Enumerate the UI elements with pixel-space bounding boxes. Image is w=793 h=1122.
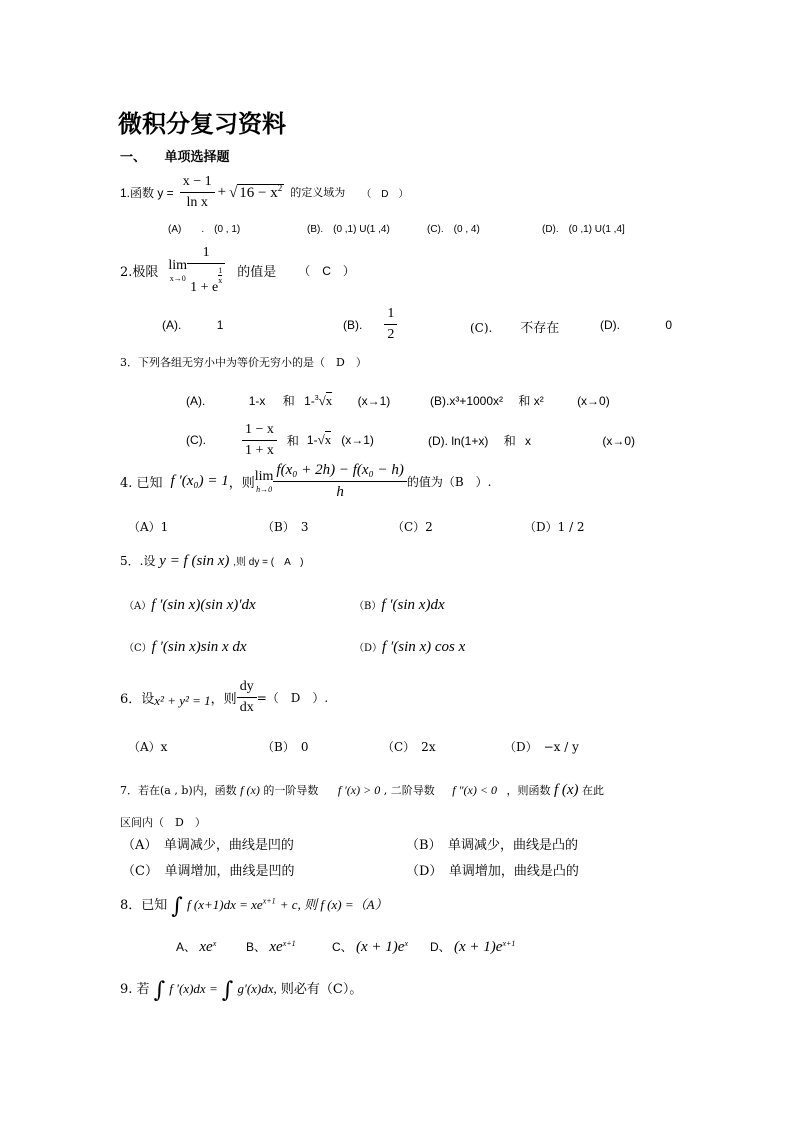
q4-numerator: f(x₀ + 2h) − f(x₀ − h) (276, 461, 404, 478)
question-8 (120, 894, 388, 918)
q1-stem: 1.函数 y = (120, 185, 174, 200)
q8-option-b-expr: xe (269, 939, 283, 955)
q6-tail: =（ D ）. (256, 690, 329, 705)
q1-sqrt: √ $16 - x^2$ (229, 182, 283, 201)
q2-option-b-den: 2 (384, 324, 397, 343)
q8-stem: 8．已知 (120, 898, 168, 913)
q3-option-c-num: 1 − x (245, 421, 274, 437)
q4-option-a: （A）1 (128, 520, 169, 534)
q5-expr: y = f (sin x) (159, 553, 230, 569)
q9-stem: 9. 若 (120, 982, 150, 997)
q7-option-b: （B） 单调减少，曲线是凸的 (406, 838, 579, 853)
integral-sign: ∫ (153, 978, 166, 1003)
q2-lim-text: lim (168, 257, 188, 273)
q2-limit (168, 258, 187, 283)
q1-answer: （ D ） (361, 188, 409, 200)
q5-tail: ,则 dy = ( A ) (233, 557, 304, 568)
q6-numerator: dy (239, 678, 254, 694)
q8-expr: f (x+1)dx = xe (187, 897, 263, 912)
section-heading (120, 146, 230, 165)
q3-option-d-and: 和 (503, 434, 516, 448)
q5-option-d (354, 636, 465, 656)
q1-option-c: (C). (0 , 4) (427, 224, 480, 235)
q4-option-b: （B） 3 (262, 520, 309, 534)
q6-denominator: dx (237, 697, 257, 716)
q4-lim-text: lim (254, 468, 274, 484)
q4-tail: 的值为（B ）. (406, 474, 492, 489)
q2-tail: 的值是 (237, 264, 277, 280)
q2-option-a-value: 1 (216, 318, 224, 332)
section-number: 一、 (120, 150, 147, 165)
q2-exp-den: x (218, 275, 223, 285)
q3-option-a (186, 392, 390, 409)
q8-option-b (246, 938, 296, 956)
q2-answer: （ C ） (298, 263, 355, 278)
q2-option-d-label: (D). (600, 318, 620, 332)
q7-stem: 7．若在(a , b)内，函数 (120, 784, 237, 797)
q7-line-1 (120, 782, 604, 799)
q9-tail: 则必有（C）。 (280, 982, 363, 997)
q6-option-c: （C） 2x (382, 740, 436, 754)
q2-option-b-num: 1 (387, 306, 395, 321)
q2-den-exponent (218, 266, 222, 285)
q5-stem: 5．.设 (120, 554, 156, 568)
q7-second-derivative: f ″(x) < 0 (452, 783, 497, 797)
q3-option-b-cond: (x→0) (577, 394, 610, 408)
q2-option-b (343, 306, 397, 343)
q3-option-b-expr: (B).x³+1000x² (430, 394, 504, 408)
q3-option-c-root: √x (317, 432, 332, 447)
q6-option-d: （D） −x / y (504, 740, 579, 754)
q7-fx-2: f (x) (553, 782, 579, 798)
q6-then: ，则 (210, 691, 237, 707)
q7-option-a: （A） 单调减少，曲线是凹的 (122, 838, 294, 853)
q6-fraction (237, 679, 257, 716)
q4-then: ，则 (228, 475, 255, 491)
q3-option-c-label: (C). (186, 433, 206, 447)
q4-stem: 4. 已知 (120, 475, 163, 491)
q5-option-a-expr: f ′(sin x)(sin x)′dx (151, 597, 256, 613)
q3-stem: 3．下列各组无穷小中为等价无穷小的是（ D ） (120, 356, 367, 369)
q2-stem: 2.极限 (120, 264, 159, 280)
q2-option-c (470, 317, 559, 336)
question-1 (120, 172, 409, 212)
q8-option-d (430, 938, 515, 956)
q8-exponent: x+1 (262, 896, 276, 906)
q8-option-c-label: C、 (332, 940, 353, 954)
q3-option-c-fraction (242, 422, 277, 459)
q4-lim-sub: h→0 (256, 484, 273, 494)
q4-option-c: （C）2 (392, 520, 433, 534)
q3-option-a-expr1: 1-x (248, 394, 266, 408)
q4-option-d: （D）1 / 2 (524, 520, 585, 534)
q2-option-b-label: (B). (343, 317, 363, 332)
question-2 (120, 244, 355, 296)
q8-option-a-label: A、 (176, 940, 197, 954)
q3-option-a-expr2: 1- (304, 394, 315, 408)
q8-option-c (332, 938, 408, 956)
q3-option-a-cond: (x→1) (357, 394, 391, 408)
q2-numerator: 1 (202, 244, 210, 260)
q5-option-a (124, 594, 256, 614)
q3-root-index: 3 (314, 395, 319, 402)
q3-option-c (186, 420, 374, 460)
q7-mid-1: 的一阶导数 (263, 784, 319, 797)
section-label: 单项选择题 (164, 150, 230, 165)
q8-option-b-label: B、 (246, 940, 267, 954)
q1-fraction-denominator: ln x (180, 192, 215, 211)
q2-option-d (600, 318, 672, 332)
q8-option-c-expr: (x + 1)e (356, 939, 405, 955)
q3-option-a-root-content: x (325, 393, 333, 408)
q2-option-c-value: 不存在 (520, 321, 560, 336)
q5-option-b-label: （B） (354, 601, 382, 612)
q7-mid-2: , 二阶导数 (383, 784, 435, 797)
q2-option-c-label: (C). (470, 321, 493, 335)
q8-expr-tail: + c, 则 f (x) =（A） (279, 897, 388, 912)
q1-option-b: (B). (0 ,1) U(1 ,4) (307, 224, 390, 235)
q8-option-d-label: D、 (430, 940, 451, 954)
q2-option-d-value: 0 (665, 318, 673, 332)
q2-option-a (162, 318, 223, 332)
integral-sign: ∫ (171, 894, 183, 919)
q1-option-a: (A) . (0 , 1) (168, 224, 241, 235)
page-title: 微积分复习资料 (118, 110, 286, 138)
q7-line-2: 区间内（ D ） (120, 816, 206, 829)
q2-exp-num: 1 (218, 265, 223, 275)
q5-option-d-expr: f ′(sin x) cos x (382, 639, 466, 655)
q1-tail: 的定义域为 (290, 186, 346, 199)
q8-option-a-exp: x (212, 939, 217, 948)
q2-den-base: 1 + e (190, 279, 219, 295)
question-5 (120, 552, 304, 570)
q3-option-a-and: 和 (282, 394, 295, 408)
q5-option-c (124, 636, 247, 656)
q1-plus: + (217, 183, 227, 200)
q6-option-b: （B） 0 (262, 740, 309, 754)
q5-option-b-expr: f ′(sin x)dx (381, 597, 445, 613)
q3-option-d-cond: (x→0) (602, 434, 636, 448)
q3-option-c-and: 和 (286, 433, 299, 448)
q8-option-c-exp: x (404, 939, 409, 948)
q6-option-a: （A）x (128, 740, 168, 754)
q1-sqrt-content: 16 − x (239, 184, 278, 201)
q5-option-c-label: （C） (124, 643, 152, 654)
q7-first-derivative: f ′(x) > 0 (337, 783, 381, 797)
q5-option-c-expr: f ′(sin x)sin x dx (151, 639, 247, 655)
q3-option-c-root-content: x (324, 432, 332, 447)
q8-option-d-exp: x+1 (502, 939, 516, 948)
q2-denominator (187, 263, 225, 296)
q8-option-a (176, 938, 216, 956)
q3-option-a-root: √x (318, 393, 333, 408)
q6-stem: 6．设 (120, 691, 155, 707)
q4-limit (255, 469, 274, 494)
q7-fx: f (x) (240, 783, 260, 797)
q1-fraction (180, 174, 215, 211)
q4-denominator: h (273, 481, 406, 501)
q8-option-a-expr: xe (199, 939, 213, 955)
q5-option-a-label: （A） (124, 601, 152, 612)
q5-option-b (354, 594, 445, 614)
q2-option-b-fraction (384, 306, 397, 343)
integral-sign: ∫ (221, 978, 234, 1003)
q1-sqrt-exp: 2 (277, 182, 283, 193)
q4-fraction (273, 462, 406, 501)
q3-option-d-var: x (525, 434, 532, 448)
q2-option-a-label: (A). (162, 318, 182, 332)
q1-option-d: (D). (0 ,1) U(1 ,4] (542, 224, 625, 235)
q7-tail: 在此 (582, 784, 605, 797)
question-4 (120, 460, 492, 502)
q3-option-c-den: 1 + x (242, 440, 277, 459)
q7-option-c: （C） 单调增加，曲线是凹的 (122, 864, 295, 879)
q3-option-c-expr2: 1- (306, 433, 318, 447)
q8-option-b-exp: x+1 (282, 939, 296, 948)
q3-option-b (430, 392, 610, 409)
q2-fraction (187, 245, 225, 296)
q5-option-d-label: （D） (354, 643, 383, 654)
q2-lim-sub: x→0 (169, 273, 186, 283)
q8-option-d-expr: (x + 1)e (454, 939, 503, 955)
q3-option-c-cond: (x→1) (341, 433, 374, 447)
q3-option-d-expr: (D). ln(1+x) (428, 434, 489, 448)
q1-fraction-numerator: x − 1 (182, 173, 212, 189)
question-6 (120, 676, 328, 718)
q3-option-d (428, 432, 635, 449)
q4-given: f ′(x₀) = 1 (170, 472, 229, 489)
q9-expr-right: g′(x)dx, (237, 981, 277, 996)
q9-expr-left: f ′(x)dx = (169, 981, 218, 996)
question-9 (120, 978, 362, 1002)
q7-mid-3: ，则函数 (506, 784, 551, 797)
q7-option-d: （D） 单调增加，曲线是凸的 (406, 864, 579, 879)
q6-expr: x² + y² = 1 (154, 693, 211, 708)
q3-option-b-and: 和 x² (518, 394, 544, 408)
q3-option-a-label: (A). (186, 394, 206, 408)
